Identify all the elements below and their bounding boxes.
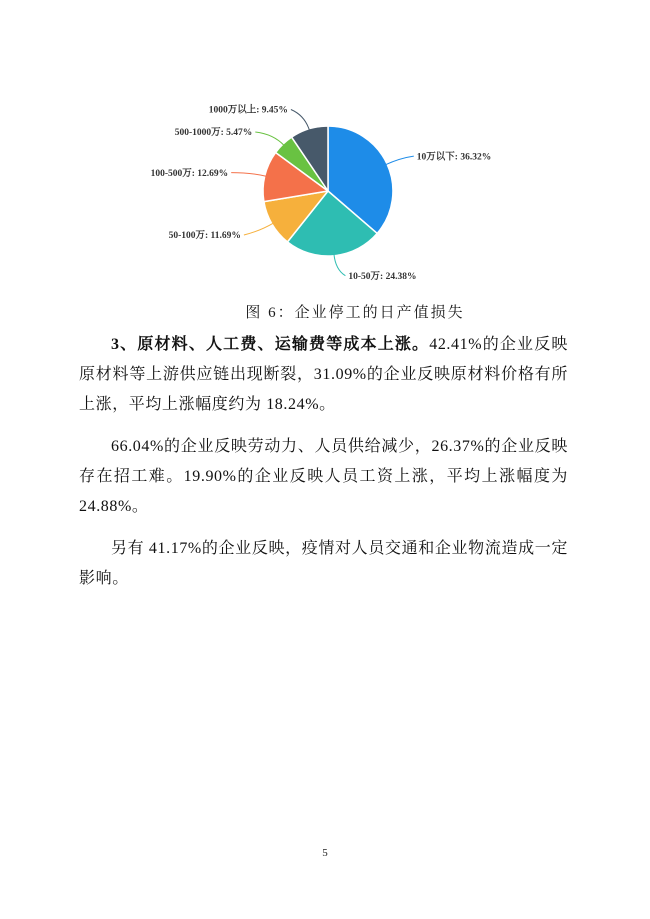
pie-label-2: 50-100万: 11.69% [168,231,241,242]
pie-leader-line-1 [334,254,346,276]
figure-caption: 图 6：企业停工的日产值损失 [245,305,465,321]
pie-label-3: 100-500万: 12.69% [150,168,229,179]
paragraph-costs [79,330,568,420]
paragraph-text: 42.41%的企业反映原材料等上游供应链出现断裂，31.09%的企业反映原材料价格有所上涨，平均上涨幅度约为 18.24%。 [79,336,568,413]
paragraph-text: 66.04%的企业反映劳动力、人员供给减少，26.37%的企业反映存在招工难。19.90%的企业反映人员工资上涨，平均上涨幅度为 24.88%。 [79,438,568,515]
pie-label-5: 1000万以上: 9.45% [208,105,288,116]
page-number: 5 [322,847,328,859]
pie-leader-line-3 [231,173,267,177]
pie-label-4: 500-1000万: 5.47% [174,128,253,139]
body-text [79,330,568,606]
paragraph-labor [79,432,568,522]
pie-leader-line-0 [385,156,414,165]
pie-leader-line-4 [255,132,284,146]
paragraph-logistics [79,534,568,594]
pie-leader-line-2 [244,223,274,235]
pie-label-0: 10万以下: 36.32% [416,152,492,163]
paragraph-lead-bold: 3、原材料、人工费、运输费等成本上涨。 [111,336,430,353]
paragraph-text: 另有 41.17%的企业反映，疫情对人员交通和企业物流造成一定影响。 [79,540,568,587]
pie-chart [0,0,650,300]
pie-label-1: 10-50万: 24.38% [348,271,417,282]
pie-leader-line-5 [291,110,310,131]
